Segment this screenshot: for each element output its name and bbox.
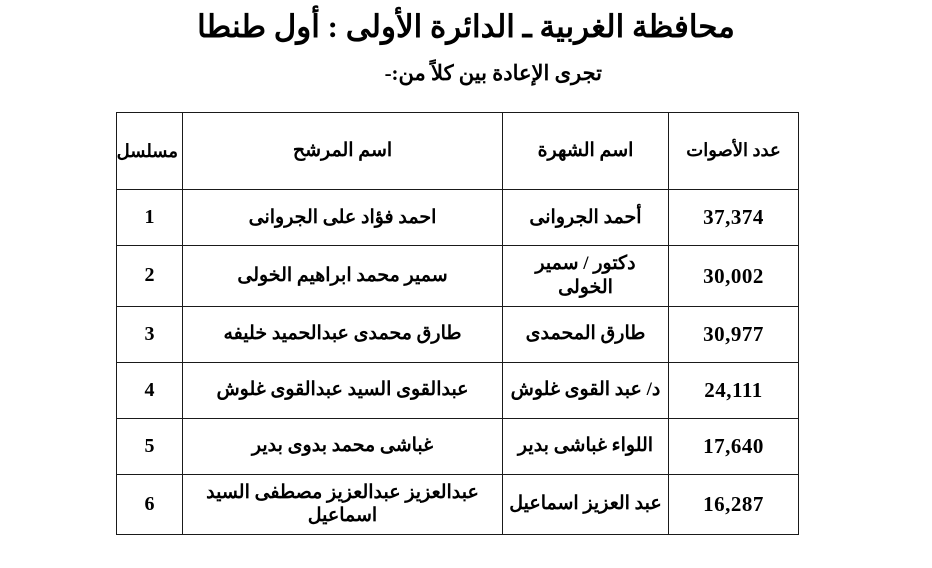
table-row — [117, 362, 799, 418]
table-row — [117, 190, 799, 246]
table-row — [117, 418, 799, 474]
column-header-nickname: اسم الشهرة — [503, 113, 669, 190]
cell-votes: 16,287 — [669, 474, 799, 535]
cell-nickname: دكتور / سمير الخولى — [503, 246, 669, 307]
table-row — [117, 246, 799, 307]
cell-nickname: اللواء غباشى بدير — [503, 418, 669, 474]
table-body — [117, 190, 799, 535]
results-table-wrapper — [117, 112, 799, 535]
election-results-table — [116, 112, 799, 535]
cell-candidate: طارق محمدى عبدالحميد خليفه — [183, 306, 503, 362]
cell-nickname: أحمد الجروانى — [503, 190, 669, 246]
cell-candidate: سمير محمد ابراهيم الخولى — [183, 246, 503, 307]
column-header-seq: مسلسل — [117, 113, 183, 190]
column-header-votes: عدد الأصوات — [669, 113, 799, 190]
cell-votes: 24,111 — [669, 362, 799, 418]
cell-seq: 5 — [117, 418, 183, 474]
column-header-candidate: اسم المرشح — [183, 113, 503, 190]
cell-seq: 3 — [117, 306, 183, 362]
table-row — [117, 474, 799, 535]
cell-votes: 37,374 — [669, 190, 799, 246]
page-title: محافظة الغربية ـ الدائرة الأولى : أول طنطا — [197, 9, 735, 44]
cell-candidate: غباشى محمد بدوى بدير — [183, 418, 503, 474]
cell-votes: 17,640 — [669, 418, 799, 474]
cell-seq: 4 — [117, 362, 183, 418]
cell-candidate: احمد فؤاد على الجروانى — [183, 190, 503, 246]
cell-seq: 6 — [117, 474, 183, 535]
cell-seq: 2 — [117, 246, 183, 307]
cell-nickname: عبد العزيز اسماعيل — [503, 474, 669, 535]
cell-votes: 30,002 — [669, 246, 799, 307]
cell-seq: 1 — [117, 190, 183, 246]
table-row — [117, 306, 799, 362]
cell-nickname: طارق المحمدى — [503, 306, 669, 362]
cell-votes: 30,977 — [669, 306, 799, 362]
table-header — [117, 113, 799, 190]
cell-candidate: عبدالقوى السيد عبدالقوى غلوش — [183, 362, 503, 418]
page-subtitle: تجرى الإعادة بين كلاً من:- — [384, 61, 602, 85]
cell-candidate: عبدالعزيز عبدالعزيز مصطفى السيد اسماعيل — [183, 474, 503, 535]
table-header-row — [117, 113, 799, 190]
cell-nickname: د/ عبد القوى غلوش — [503, 362, 669, 418]
